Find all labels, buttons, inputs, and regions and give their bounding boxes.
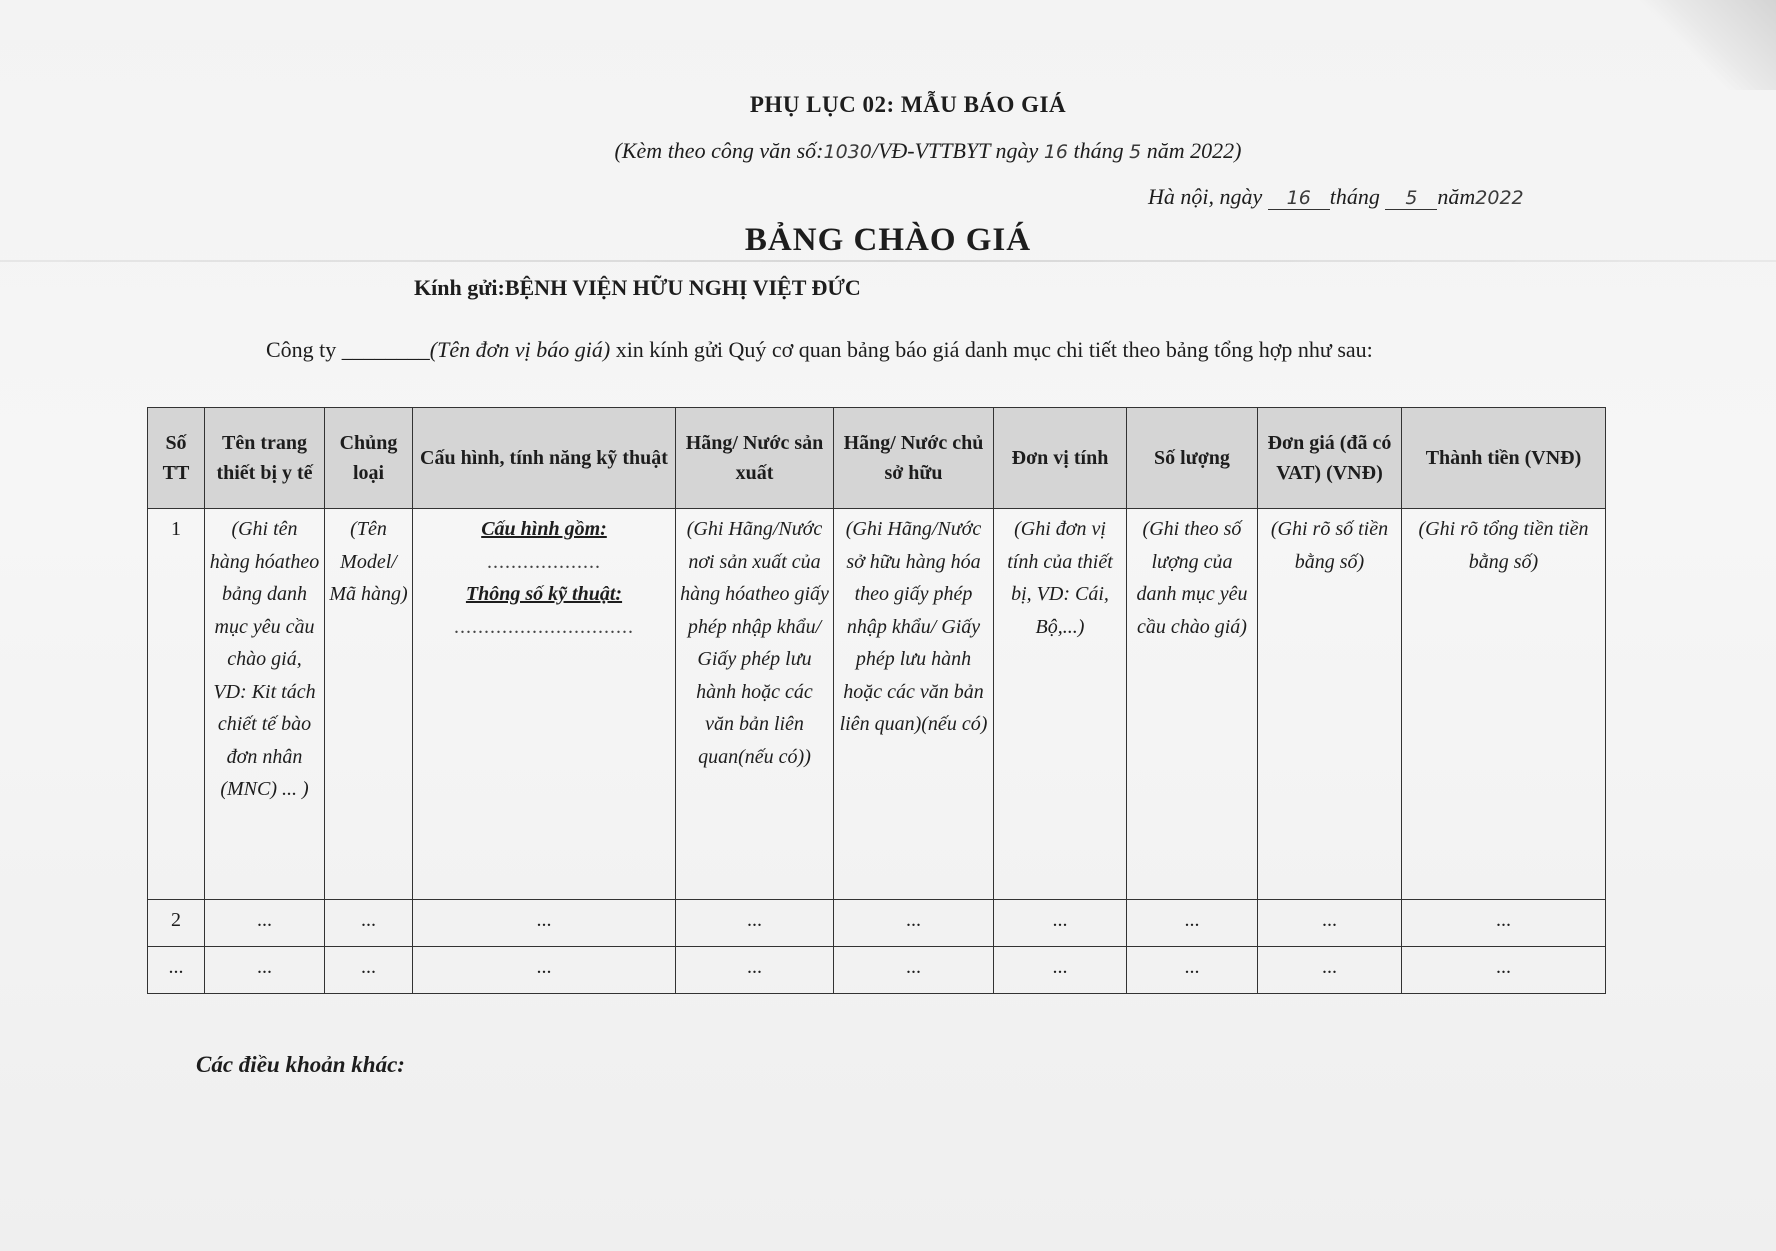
cell-manufacturer: ... — [676, 947, 834, 994]
header-stt: Số TT — [148, 408, 205, 509]
ref-number-handwritten: 1030 — [823, 141, 872, 163]
cell-device-name: (Ghi tên hàng hóatheo bảng danh mục yêu cầu chào giá, VD: Kit tách chiết tế bào đơn nhân (MNC) ... ) — [205, 509, 325, 900]
cell-device-name: ... — [205, 900, 325, 947]
cell-unit-price: ... — [1258, 900, 1402, 947]
ref-month-handwritten: 5 — [1129, 141, 1142, 163]
spec-dots: .............................. — [454, 615, 634, 638]
date-year-handwritten: 2022 — [1475, 187, 1524, 209]
cell-unit: (Ghi đơn vị tính của thiết bị, VD: Cái, Bộ,...) — [994, 509, 1127, 900]
cell-stt: 2 — [148, 900, 205, 947]
header-type: Chủng loại — [325, 408, 413, 509]
cell-configuration — [413, 509, 676, 900]
config-dots: ................... — [487, 550, 601, 573]
cell-quantity: ... — [1127, 947, 1258, 994]
cell-total: ... — [1402, 900, 1606, 947]
cell-model: (Tên Model/ Mã hàng) — [325, 509, 413, 900]
cell-quantity: (Ghi theo số lượng của danh mục yêu cầu chào giá) — [1127, 509, 1258, 900]
table-row — [148, 900, 1606, 947]
table-header-row — [148, 408, 1606, 509]
quotation-table — [147, 407, 1606, 994]
date-year-label: năm — [1437, 184, 1476, 209]
table-row — [148, 509, 1606, 900]
page-corner-shadow — [1636, 0, 1776, 90]
cell-unit: ... — [994, 900, 1127, 947]
intro-company-hint: (Tên đơn vị báo giá) — [429, 337, 611, 362]
cell-device-name: ... — [205, 947, 325, 994]
appendix-title: PHỤ LỤC 02: MẪU BÁO GIÁ — [749, 92, 1067, 117]
config-heading: Cấu hình gồm: — [481, 518, 607, 540]
cell-stt: 1 — [148, 509, 205, 900]
header-quantity: Số lượng — [1127, 408, 1258, 509]
cell-stt: ... — [148, 947, 205, 994]
cell-total: (Ghi rõ tổng tiền tiền bằng số) — [1402, 509, 1606, 900]
cell-configuration: ... — [413, 900, 676, 947]
document-title: BẢNG CHÀO GIÁ — [744, 222, 1032, 258]
cell-manufacturer: ... — [676, 900, 834, 947]
cell-model: ... — [325, 900, 413, 947]
date-day-handwritten: 16 — [1268, 187, 1330, 210]
intro-company-blank: ________ — [341, 337, 430, 362]
cell-unit-price: (Ghi rõ số tiền bằng số) — [1258, 509, 1402, 900]
date-line — [1148, 184, 1524, 210]
cell-unit: ... — [994, 947, 1127, 994]
other-terms-label: Các điều khoản khác: — [196, 1052, 405, 1077]
ref-suffix: năm 2022) — [1146, 138, 1242, 163]
reference-line — [0, 138, 1776, 164]
header-unit-price: Đơn giá (đã có VAT) (VNĐ) — [1258, 408, 1402, 509]
cell-configuration: ... — [413, 947, 676, 994]
intro-paragraph — [194, 330, 1589, 370]
ref-day-handwritten: 16 — [1043, 141, 1068, 163]
header-configuration: Cấu hình, tính năng kỹ thuật — [413, 408, 676, 509]
intro-company-label: Công ty — [266, 337, 337, 362]
date-month-label: tháng — [1329, 184, 1380, 209]
cell-owner: (Ghi Hãng/Nước sở hữu hàng hóa theo giấy phép nhập khẩu/ Giấy phép lưu hành hoặc các văn bản liên quan)(nếu có) — [834, 509, 994, 900]
cell-total: ... — [1402, 947, 1606, 994]
header-total: Thành tiền (VNĐ) — [1402, 408, 1606, 509]
cell-owner: ... — [834, 947, 994, 994]
intro-text: xin kính gửi Quý cơ quan bảng báo giá danh mục chi tiết theo bảng tổng hợp như sau: — [615, 337, 1373, 362]
ref-month-label: tháng — [1073, 138, 1124, 163]
cell-owner: ... — [834, 900, 994, 947]
ref-prefix: (Kèm theo công văn số: — [614, 138, 824, 163]
date-prefix: Hà nội, ngày — [1148, 184, 1263, 209]
cell-unit-price: ... — [1258, 947, 1402, 994]
recipient-line: Kính gửi:BỆNH VIỆN HỮU NGHỊ VIỆT ĐỨC — [414, 275, 861, 300]
header-manufacturer: Hãng/ Nước sản xuất — [676, 408, 834, 509]
paper-fold-line — [0, 260, 1776, 262]
cell-model: ... — [325, 947, 413, 994]
cell-quantity: ... — [1127, 900, 1258, 947]
spec-heading: Thông số kỹ thuật: — [465, 583, 623, 605]
ref-middle: /VĐ-VTTBYT ngày — [871, 138, 1039, 163]
table-row — [148, 947, 1606, 994]
cell-manufacturer: (Ghi Hãng/Nước nơi sản xuất của hàng hóatheo giấy phép nhập khẩu/ Giấy phép lưu hành hoặc các văn bản liên quan(nếu có)) — [676, 509, 834, 900]
header-device-name: Tên trang thiết bị y tế — [205, 408, 325, 509]
header-owner: Hãng/ Nước chủ sở hữu — [834, 408, 994, 509]
header-unit: Đơn vị tính — [994, 408, 1127, 509]
date-month-handwritten: 5 — [1385, 187, 1437, 210]
